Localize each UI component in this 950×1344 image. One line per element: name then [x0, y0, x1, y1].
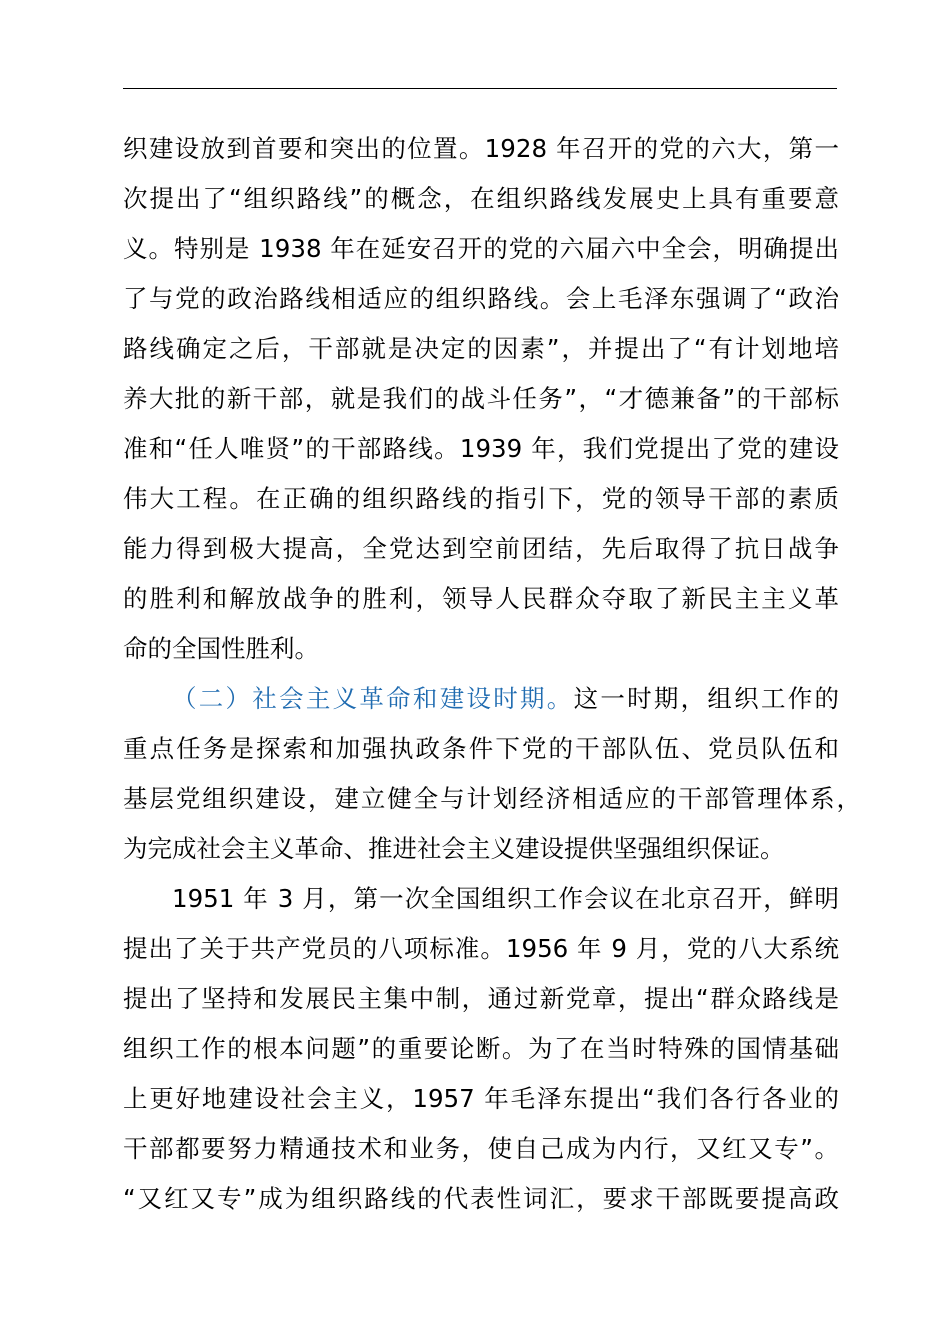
- text-line: 提出了坚持和发展民主集中制，通过新党章，提出“群众路线是: [123, 984, 839, 1013]
- text-fragment: 这一时期，组织工作的: [573, 684, 839, 713]
- text-line: 上更好地建设社会主义，1957 年毛泽东提出“我们各行各业的: [123, 1084, 839, 1113]
- text-line: 能力得到极大提高，全党达到空前团结，先后取得了抗日战争: [123, 534, 839, 563]
- paragraph-3: [123, 874, 839, 1224]
- document-body: [123, 124, 861, 1224]
- text-line: 了与党的政治路线相适应的组织路线。会上毛泽东强调了“政治: [123, 284, 839, 313]
- text-line: 1951 年 3 月，第一次全国组织工作会议在北京召开，鲜明: [172, 884, 839, 913]
- text-line: 次提出了“组织路线”的概念，在组织路线发展史上具有重要意: [123, 184, 839, 213]
- section-heading: （二）社会主义革命和建设时期。: [172, 684, 574, 713]
- text-line: 命的全国性胜利。: [123, 634, 319, 663]
- text-line: 准和“任人唯贤”的干部路线。1939 年，我们党提出了党的建设: [123, 434, 839, 463]
- text-line: 养大批的新干部，就是我们的战斗任务”，“才德兼备”的干部标: [123, 384, 839, 413]
- paragraph-2: [123, 674, 861, 874]
- text-line: 织建设放到首要和突出的位置。1928 年召开的党的六大，第一: [123, 134, 839, 163]
- text-line: “又红又专”成为组织路线的代表性词汇，要求干部既要提高政: [123, 1184, 839, 1213]
- paragraph-1: [123, 124, 839, 674]
- text-line: 为完成社会主义革命、推进社会主义建设提供坚强组织保证。: [123, 834, 785, 863]
- text-line: 重点任务是探索和加强执政条件下党的干部队伍、党员队伍和: [123, 734, 839, 763]
- text-line: 的胜利和解放战争的胜利，领导人民群众夺取了新民主主义革: [123, 584, 839, 613]
- header-rule: [123, 88, 837, 89]
- text-line: 义。特别是 1938 年在延安召开的党的六届六中全会，明确提出: [123, 234, 839, 263]
- text-line: 基层党组织建设，建立健全与计划经济相适应的干部管理体系，: [123, 784, 861, 813]
- section-first-line: [123, 674, 839, 724]
- text-line: 伟大工程。在正确的组织路线的指引下，党的领导干部的素质: [123, 484, 839, 513]
- text-line: 干部都要努力精通技术和业务，使自己成为内行，又红又专”。: [123, 1134, 839, 1163]
- text-line: 组织工作的根本问题”的重要论断。为了在当时特殊的国情基础: [123, 1034, 839, 1063]
- text-line: 提出了关于共产党员的八项标准。1956 年 9 月，党的八大系统: [123, 934, 839, 963]
- text-line: 路线确定之后，干部就是决定的因素”，并提出了“有计划地培: [123, 334, 839, 363]
